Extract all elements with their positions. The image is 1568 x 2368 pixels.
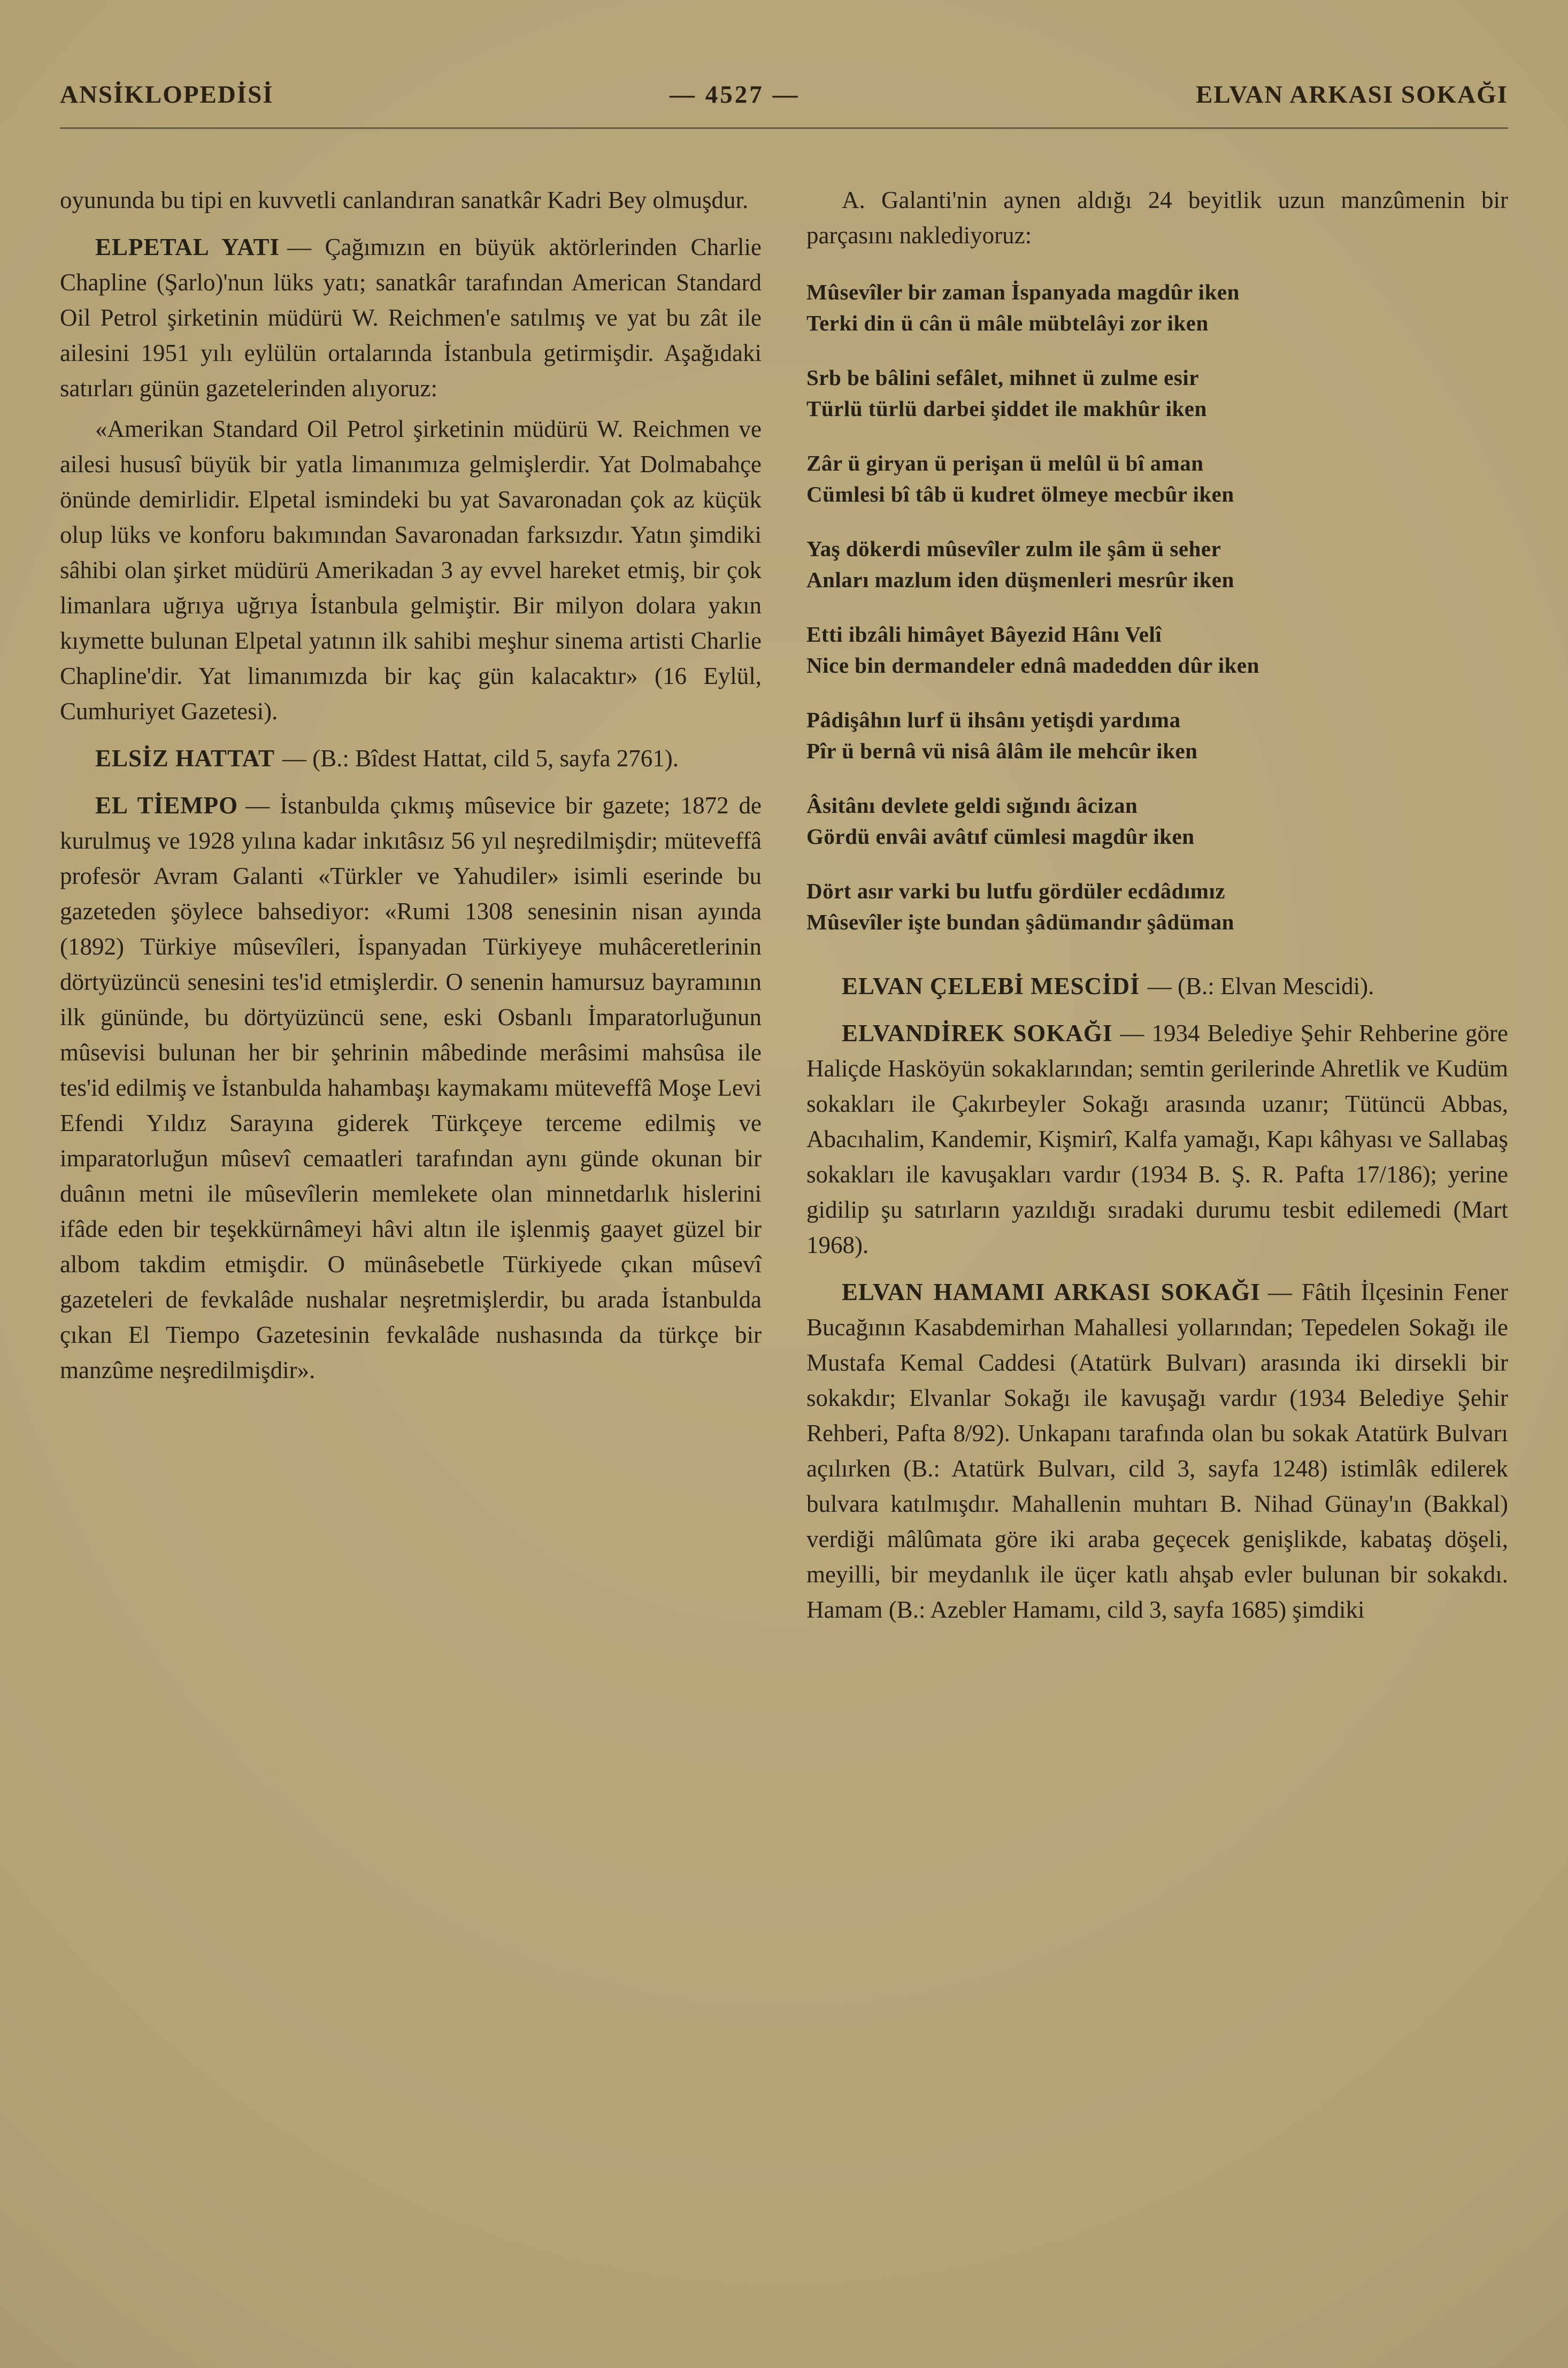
- running-head-right: ELVAN ARKASI SOKAĞI: [1196, 81, 1508, 109]
- couplet-line: Anları mazlum iden düşmenleri mesrûr iken: [806, 567, 1234, 592]
- couplet-line: Yaş dökerdi mûsevîler zulm ile şâm ü seher: [806, 536, 1221, 561]
- entry-elvan-celebi-mescidi: [806, 968, 1508, 1004]
- page-header: [60, 80, 1508, 109]
- poem-couplet: [806, 619, 1508, 681]
- poem-couplet: [806, 362, 1508, 424]
- entry-elvandirek-sokagi: [806, 1016, 1508, 1263]
- couplet-line: Türlü türlü darbei şiddet ile makhûr iken: [806, 396, 1207, 421]
- couplet-line: Cümlesi bî tâb ü kudret ölmeye mecbûr iken: [806, 482, 1234, 506]
- poem-couplet: [806, 448, 1508, 510]
- entry-headword: ELSİZ HATTAT: [95, 745, 275, 772]
- poem-couplet: [806, 790, 1508, 852]
- entry-headword: ELVAN HAMAMI ARKASI SOKAĞI: [842, 1279, 1260, 1305]
- entry-body: — Fâtih İlçesinin Fener Bucağının Kasabdemirhan Mahallesi yollarından; Tepedelen Sokağı ile Mustafa Kemal Caddesi (Atatürk Bulvarı) arasında iki dirsekli bir sokakdır; Elvanlar Sokağı ile kavuşağı vardır (1934 Belediye Şehir Rehberi, Pafta 8/92). Unkapanı tarafında olan bu sokak Atatürk Bulvarı açılırken (B.: Atatürk Bulvarı, cild 3, sayfa 1248) istimlâk edilerek bulvara katılmışdır. Mahallenin muhtarı B. Nihad Günay'ın (Bakkal) verdiği mâlûmata göre iki araba geçecek genişlikde, kabataş döşeli, meyilli, bir meydanlık ile üçer katlı ahşab evler bulunan bir sokakdı. Hamam (B.: Azebler Hamamı, cild 3, sayfa 1685) şimdiki: [806, 1279, 1508, 1623]
- entry-body: — (B.: Bîdest Hattat, cild 5, sayfa 2761).: [282, 745, 679, 772]
- entry-body: — 1934 Belediye Şehir Rehberine göre Haliçde Hasköyün sokaklarından; semtin gerilerinde Ahretlik ve Kudüm sokakları ile Çakırbeyler Sokağı arasında uzanır; Tütüncü Abbas, Abacıhalim, Kandemir, Kişmirî, Kalfa yamağı, Kapı kâhyası ve Sallabaş sokakları ile kavuşakları vardır (1934 B. Ş. R. Pafta 17/186); yerine gidilip şu satırların yazıldığı sıradaki durumu tesbit edilemedi (Mart 1968).: [806, 1020, 1508, 1258]
- entry-elpetal-yati: [60, 229, 762, 406]
- poem-couplet: [806, 533, 1508, 595]
- couplet-line: Etti ibzâli himâyet Bâyezid Hânı Velî: [806, 622, 1162, 647]
- couplet-line: Nice bin dermandeler ednâ madedden dûr iken: [806, 653, 1259, 678]
- couplet-line: Pâdişâhın lurf ü ihsânı yetişdi yardıma: [806, 708, 1181, 732]
- couplet-line: Terki din ü cân ü mâle mübtelâyi zor iken: [806, 311, 1209, 335]
- poem-couplet: [806, 276, 1508, 339]
- couplet-line: Srb be bâlini sefâlet, mihnet ü zulme esir: [806, 365, 1199, 390]
- entry-el-tiempo: [60, 788, 762, 1388]
- couplet-line: Âsitânı devlete geldi sığındı âcizan: [806, 793, 1138, 818]
- right-entries: [806, 968, 1508, 1627]
- couplet-line: Mûsevîler bir zaman İspanyada magdûr iken: [806, 280, 1240, 304]
- quoted-passage: «Amerikan Standard Oil Petrol şirketinin müdürü W. Reichmen ve ailesi hususî büyük bir yatla limanımıza gelmişlerdir. Yat Dolmabahçe önünde demirlidir. Elpetal ismindeki bu yat Savaronadan çok az küçük olup lüks ve konforu bakımından Savaronadan farksızdır. Yatın şimdiki sâhibi olan şirket müdürü Amerikadan 3 ay evvel hareket etmiş, bir çok limanlara uğrıya uğrıya İstanbula gelmiştir. Bir milyon dolara yakın kıymette bulunan Elpetal yatının ilk sahibi meşhur sinema artisti Charlie Chapline'dir. Yat limanımızda bir kaç gün kalacaktır» (16 Eylül, Cumhuriyet Gazetesi).: [60, 416, 762, 725]
- couplet-line: Zâr ü giryan ü perişan ü melûl ü bî aman: [806, 451, 1204, 475]
- couplet-line: Mûsevîler işte bundan şâdümandır şâdüman: [806, 910, 1234, 934]
- couplet-line: Dört asır varki bu lutfu gördüler ecdâdımız: [806, 879, 1226, 903]
- header-rule: [60, 127, 1508, 129]
- right-column: [806, 182, 1508, 1633]
- entry-body: — Çağımızın en büyük aktörlerinden Charlie Chapline (Şarlo)'nun lüks yatı; sanatkâr tarafından American Standard Oil Petrol şirketinin müdürü W. Reichmen'e satılmış ve yat bu zât ile ailesini 1951 yılı eylülün ortalarında İstanbula getirmişdir. Aşağıdaki satırları günün gazetelerinden alıyoruz:: [60, 234, 762, 402]
- entry-headword: EL TİEMPO: [95, 792, 239, 819]
- poem-couplet: [806, 875, 1508, 937]
- running-head-left: ANSİKLOPEDİSİ: [60, 81, 274, 109]
- entry-headword: ELVAN ÇELEBİ MESCİDİ: [842, 973, 1140, 1000]
- entry-body: — (B.: Elvan Mescidi).: [1147, 973, 1374, 1000]
- entry-body: — İstanbulda çıkmış mûsevice bir gazete; 1872 de kurulmuş ve 1928 yılına kadar inkıtâsız 56 yıl neşredilmişdir; müteveffâ profesör Avram Galanti «Türkler ve Yahudiler» isimli eserinde bu gazeteden şöylece bahsediyor: «Rumi 1308 senesinin nisan ayında (1892) Türkiye mûsevîleri, İspanyadan Türkiyeye muhâceretlerinin dörtyüzüncü senesini tes'id etmişlerdir. O senenin hamursuz bayramının ilk gününde, bu dörtyüzüncü sene, eski Osbanlı İmparatorluğunun mûsevisi bulunan her bir şehrinin mâbedinde merâsimi mahsûsa ile tes'id edilmiş ve İstanbulda hahambaşı kaymakamı müteveffâ Moşe Levi Efendi Yıldız Sarayına giderek Türkçeye terceme edilmiş ve imparatorluğun mûsevî cemaatleri tarafından aynı günde okunan bir duânın metni ile mûsevîlerin memlekete olan minnetdarlık hislerini ifâde eden bir teşekkürnâmeyi hâvi altın ile işlenmiş gaayet güzel bir albom takdim etmişdir. O münâsebetle Türkiyede çıkan mûsevî gazeteleri de fevkalâde nushalar neşretmişlerdir, bu arada İstanbulda çıkan El Tiempo Gazetesinin fevkalâde nushasında da türkçe bir manzûme neşredilmişdir».: [60, 792, 762, 1383]
- entry-elsiz-hattat: [60, 741, 762, 776]
- couplet-line: Gördü envâi avâtıf cümlesi magdûr iken: [806, 824, 1195, 849]
- continuation-paragraph: oyununda bu tipi en kuvvetli canlandıran sanatkâr Kadri Bey olmuşdur.: [60, 187, 749, 213]
- page-number: — 4527 —: [670, 81, 800, 109]
- entry-headword: ELPETAL YATI: [95, 234, 280, 260]
- poem-intro: A. Galanti'nin aynen aldığı 24 beyitlik uzun manzûmenin bir parçasını naklediyoruz:: [806, 187, 1508, 249]
- two-column-body: [60, 182, 1508, 1633]
- left-column: [60, 182, 762, 1633]
- poem-couplet: [806, 704, 1508, 766]
- entry-elvan-hamami-arkasi-sokagi: [806, 1274, 1508, 1627]
- couplet-line: Pîr ü bernâ vü nisâ âlâm ile mehcûr iken: [806, 739, 1198, 763]
- entry-headword: ELVANDİREK SOKAĞI: [842, 1020, 1113, 1047]
